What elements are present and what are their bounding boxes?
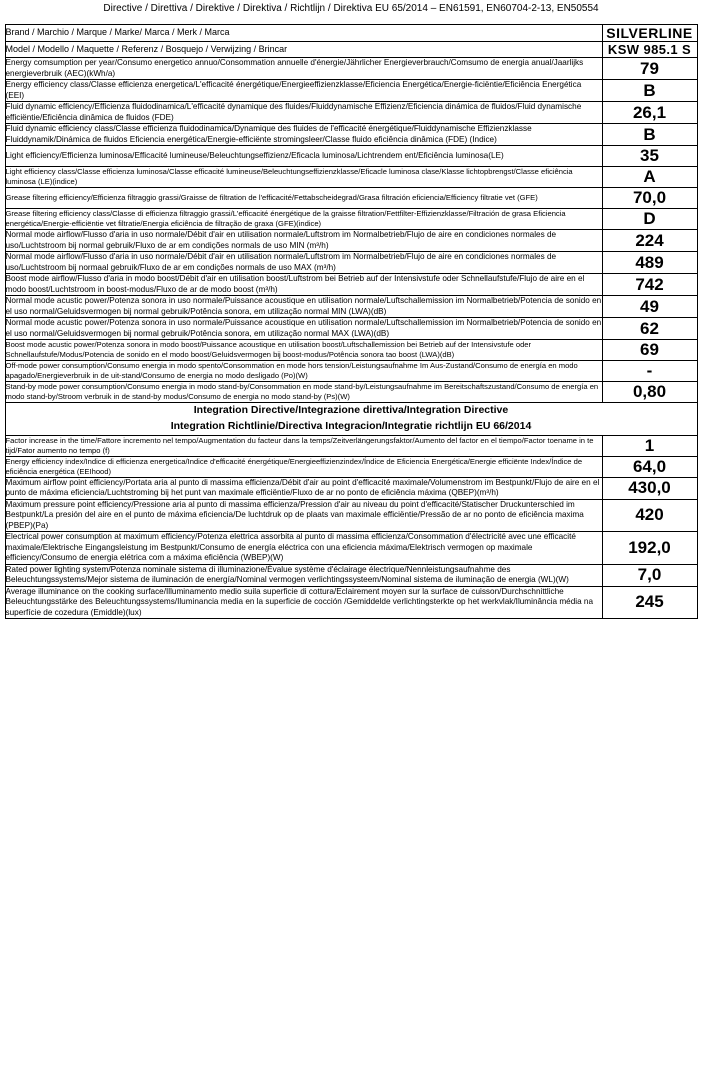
section-header-line2: Integration Richtlinie/Directiva Integracion/Integratie richtlijn EU 66/2014 bbox=[170, 419, 532, 432]
row-label: Off-mode power consumption/Consumo energia in modo spento/Consommation en mode hors tension/Leistungsaufnahme Im Aus-Zustand/Consumo de energía en modo apagado/Energieverbruik in de uit-stand/Consumo de energia no modo desligado (Po)(W) bbox=[5, 361, 602, 382]
row-value: 742 bbox=[602, 274, 697, 296]
table-row bbox=[5, 274, 697, 296]
row-value: A bbox=[602, 167, 697, 188]
table-row bbox=[5, 167, 697, 188]
table-row bbox=[5, 209, 697, 230]
row-value: 489 bbox=[602, 252, 697, 274]
row-label: Grease filtering efficiency class/Classe di efficienza filtraggio grassi/L'efficacité énergétique de la graisse filtration/Fettfilter-Effizienzklasse/Filtración de grasa Eficiencia energética/Energie-efficiëntie vet filtratie/Energia eficiência de filtração de graxa (GFE)(indice) bbox=[5, 209, 602, 230]
table-row bbox=[5, 532, 697, 565]
row-value: 420 bbox=[602, 499, 697, 532]
row-label: Fluid dynamic efficiency class/Classe efficienza fluidodinamica/Dynamique des fluides de l'efficacité énergétique/Fluiddynamische Effizienzklasse Fluiddynamik/Dinámica de fluidos Eficiencia energética/Energie-efficiënte stromingsleer/Classe fluido eficiência dinâmica (FDE) (Indice) bbox=[5, 124, 602, 146]
row-label: Energy efficiency class/Classe efficienza energetica/L'efficacité énergétique/Energieeffizienzklasse/Eficiencia Energética/Energie-ficiëntie/Eficiência Energética (EEI) bbox=[5, 80, 602, 102]
table-row bbox=[5, 477, 697, 499]
table-row bbox=[5, 499, 697, 532]
row-value: 0,80 bbox=[602, 382, 697, 403]
table-row bbox=[5, 102, 697, 124]
table-row bbox=[5, 564, 697, 586]
row-value: 49 bbox=[602, 296, 697, 318]
spec-table bbox=[5, 24, 698, 619]
model-value: KSW 985.1 S bbox=[602, 42, 697, 58]
row-value: 35 bbox=[602, 146, 697, 167]
row-label: Grease filtering efficiency/Efficienza filtraggio grassi/Graisse de filtration de l'efficacité/Fettabscheidegrad/Grasa filtración eficiencia/Efficiency filtratie vet (GFE) bbox=[5, 188, 602, 209]
row-label: Normal mode acustic power/Potenza sonora in uso normale/Puissance acoustique en utilisation normale/Luftschallemission im Normalbetrieb/Potencia de sonido en el uso normal/Geluidsvermogen bij normal gebruik/Potência sonora, em utilização normal MIN (LWA)(dB) bbox=[5, 296, 602, 316]
row-label: Light efficiency/Efficienza luminosa/Efficacité lumineuse/Beleuchtungseffizienz/Eficacla luminosa/Lichtrendem ent/Eficiência luminosa(LE) bbox=[5, 146, 602, 167]
spec-table-body bbox=[5, 25, 697, 619]
row-value: B bbox=[602, 80, 697, 102]
section-header-line1: Integration Directive/Integrazione direttiva/Integration Directive bbox=[193, 404, 509, 416]
row-label: Rated power lighting system/Potenza nominale sistema di illuminazione/Évalue système d'éclairage électrique/Nennleistungsaufnahme des Beleuchtungssystems/Mejor sistema de iluminación de energía/Nominal vermogen verlichtingssysteem/Nominal sistema de iluminação de energia (WL)(W) bbox=[5, 564, 602, 586]
row-value: 64,0 bbox=[602, 456, 697, 477]
row-label: Maximum airflow point efficiency/Portata aria al punto di massima efficienza/Débit d'air au point d'efficacité maximale/Volumenstrom im Bestpunkt/Flujo de aire en el punto de máxima eficiencia/Luchtstroming bij het punt van maximale efficiëntie/Fluxo de ar no ponto de eficiência máxima (QBEP)(m³/h) bbox=[5, 477, 602, 499]
table-row bbox=[5, 58, 697, 80]
row-value: 62 bbox=[602, 318, 697, 340]
table-row bbox=[5, 456, 697, 477]
section-header bbox=[5, 403, 697, 436]
row-label: Normal mode airflow/Flusso d'aria in uso normale/Débit d'air en utilisation normale/Luftstrom im Normalbetrieb/Flujo de aire en condiciones normales de uso/Luchtstroom bij normal gebruik/Fluxo de ar em condições normals de uso MIN (m³/h) bbox=[5, 230, 602, 252]
table-row bbox=[5, 252, 697, 274]
row-label: Average illuminance on the cooking surface/Illuminamento medio suila superficie di cottura/Eclairement moyen sur la surface de cuisson/Durchschnittliche Beleuchtungsstärke des Beleuchtungssystems/Iluminancia media en la superficie de cocción /Gemiddelde verlichtingsterkte op het werkvlak/Iluminância média na superfície de cozedura (Emiddle)(lux) bbox=[5, 586, 602, 619]
row-value: 69 bbox=[602, 340, 697, 361]
row-value: 245 bbox=[602, 586, 697, 619]
row-value: 224 bbox=[602, 230, 697, 252]
row-label: Factor increase in the time/Fattore incremento nel tempo/Augmentation du facteur dans la temps/Zeitverlängerungsfaktor/Aumento del factor en el tiempo/Factor toename in te tijd/Fator aumento no tempo (f) bbox=[5, 435, 602, 456]
row-label: Fluid dynamic efficiency/Efficienza fluidodinamica/L'efficacité dynamique des fluides/Fluiddynamische Effizienz/Eficiencia dinámica de fluidos/Fluid dynamische efficiëntie/Eficiência dinâmica de fluidos (FDE) bbox=[5, 102, 602, 124]
row-value: 70,0 bbox=[602, 188, 697, 209]
row-label: Stand-by mode power consumption/Consumo energia in modo stand-by/Consommation en mode stand-by/Leistungsaufnahme im Bereitschaftszustand/Consumo de energía en modo stand-by/Stroom verbruik in de stand-by modus/Consumo de energia no modo stand-by (Ps)(W) bbox=[5, 382, 602, 403]
table-row bbox=[5, 188, 697, 209]
row-value: 26,1 bbox=[602, 102, 697, 124]
row-label: Maximum pressure point efficiency/Pressione aria al punto di massima efficienza/Pression d'air au niveau du point d'efficacité/Statischer Druckunterschied im Bestpunkt/La presión del aire en el punto de máxima eficiencia/De luchtdruk op de plaats van maximale efficiëntie/Pressão de ar no ponto de eficiência maxima (PBEP)(Pa) bbox=[5, 499, 602, 532]
model-label: Model / Modello / Maquette / Referenz / Bosquejo / Verwijzing / Brincar bbox=[5, 42, 602, 58]
row-value: D bbox=[602, 209, 697, 230]
row-value: 79 bbox=[602, 58, 697, 80]
row-label: Boost mode airflow/Flusso d'aria in modo boost/Débit d'air en utilisation boost/Luftstrom bei Betrieb auf der Intensivstufe oder Schnellaufstufe/Flujo de aire en el modo boost/Luchtstroom in boost-modus/Fluxo de ar de modo boost (m³/h) bbox=[5, 274, 602, 296]
brand-value: SILVERLINE bbox=[602, 25, 697, 42]
row-value: - bbox=[602, 361, 697, 382]
section-header-row bbox=[5, 403, 697, 436]
row-label: Energy comsumption per year/Consumo energetico annuo/Consommation annuelle d'énergie/Jährlicher Energieverbrauch/Comsumo de energia anual/Jaarlijks energieverbruik (AEC)(kWh/a) bbox=[5, 58, 602, 80]
table-row bbox=[5, 230, 697, 252]
table-row bbox=[5, 382, 697, 403]
row-label: Light efficiency class/Classe efficienza luminosa/Classe efficacité lumineuse/Beleuchtungseffizienzklasse/Eficacle luminosa clase/Klasse lichtopbrengst/Classe eficiência luminosa (LE)(indice) bbox=[5, 167, 602, 188]
table-row bbox=[5, 124, 697, 146]
row-label: Boost mode acustic power/Potenza sonora in modo boost/Puissance acoustique en utilisation boost/Luftschallemission bei Betrieb auf der Intensivstufe oder Schnellaufstufe/Modus/Potencia de sonido en el modo boost/Geluidsvermogen bij boost-modus/Potência sonora tao boost (LWA)(dB) bbox=[5, 340, 602, 361]
brand-label: Brand / Marchio / Marque / Marke/ Marca / Merk / Marca bbox=[5, 25, 602, 42]
brand-row bbox=[5, 25, 697, 42]
table-row bbox=[5, 296, 697, 318]
row-label: Normal mode acustic power/Potenza sonora in uso normale/Puissance acoustique en utilisation normale/Luftschallemission im Normalbetrieb/Potencia de sonido en el uso normal/Geluidsvermogen bij normal gebruik/Potência sonora, em utilização normal MAX (LWA)(dB) bbox=[5, 318, 602, 338]
table-row bbox=[5, 586, 697, 619]
table-row bbox=[5, 80, 697, 102]
row-value: 192,0 bbox=[602, 532, 697, 565]
directive-header: Directive / Direttiva / Direktive / Direktiva / Richtlijn / Direktiva EU 65/2014 – EN61591, EN60704-2-13, EN50554 bbox=[103, 3, 599, 14]
row-label: Normal mode airflow/Flusso d'aria in uso normale/Débit d'air en utilisation normale/Luftstrom im Normalbetrieb/Flujo de aire en condiciones normales de uso/Luchtstroom bij normaal gebruik/Fluxo de ar em condições normals de uso MAX (m³/h) bbox=[5, 252, 602, 274]
table-row bbox=[5, 318, 697, 340]
row-label: Energy efficiency index/Indice di efficienza energetica/Indice d'efficacité énergétique/Energieeffizienzindex/Índice de Eficiencia Energética/Energie efficiënte Index/Índice de eficiência energética (EEIhood) bbox=[5, 456, 602, 477]
row-value: 1 bbox=[602, 435, 697, 456]
row-label: Electrical power consumption at maximum efficiency/Potenza elettrica assorbita al punto di massima efficienza/Consommation d'électricité avec une efficacité maximale/Elektrische Eingangsleistung im Bestpunkt/Consumo de energía eléctrica con una eficiencia máxima/Elektrisch vermogen op maximale efficiency/Consumo de energia elétrica com a máxima eficiência (WBEP)(W) bbox=[5, 532, 602, 565]
table-row bbox=[5, 435, 697, 456]
table-row bbox=[5, 361, 697, 382]
table-row bbox=[5, 146, 697, 167]
model-row bbox=[5, 42, 697, 58]
row-value: 430,0 bbox=[602, 477, 697, 499]
row-value: 7,0 bbox=[602, 564, 697, 586]
row-value: B bbox=[602, 124, 697, 146]
table-row bbox=[5, 340, 697, 361]
